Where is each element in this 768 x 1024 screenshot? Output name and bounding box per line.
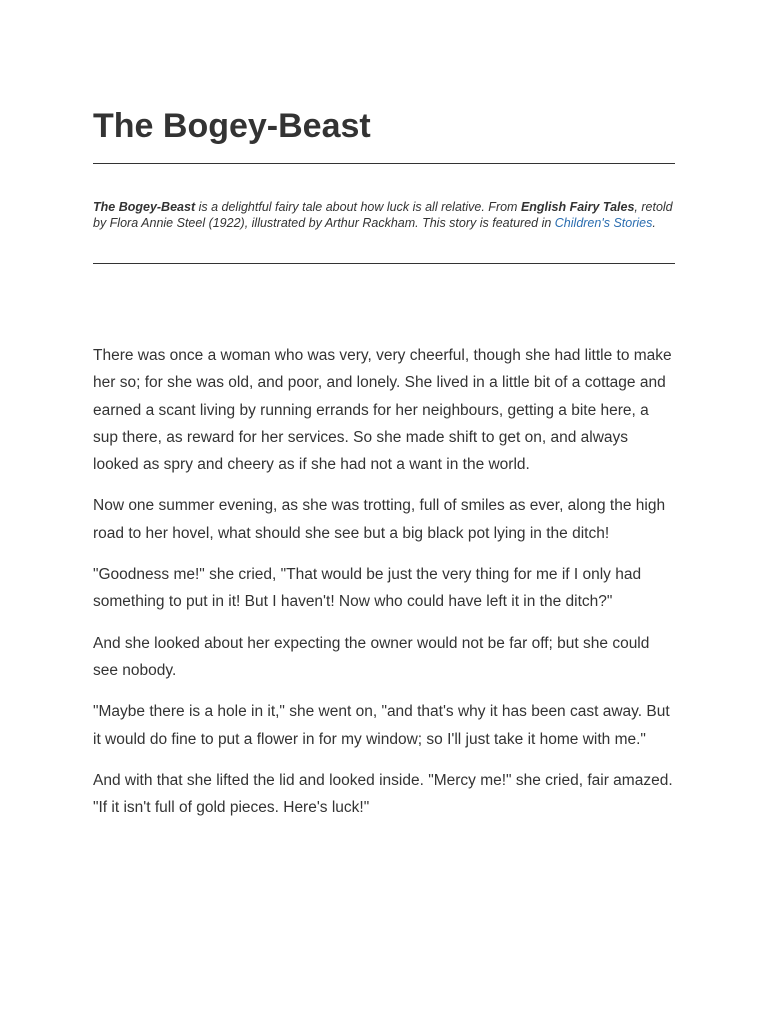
story-paragraph: "Goodness me!" she cried, "That would be just the very thing for me if I only had something to put in it! But I haven't! Now who could have left it in the ditch?" (93, 566, 642, 611)
intro-text-3: . (652, 215, 656, 230)
childrens-stories-link[interactable]: Children's Stories (554, 215, 653, 230)
story-intro (93, 200, 675, 231)
intro-text-1: is a delightful fairy tale about how luck is all relative. From (195, 200, 521, 214)
story-paragraph: And with that she lifted the lid and looked inside. "Mercy me!" she cried, fair amazed. "If it isn't full of gold pieces. Here's luck!" (93, 771, 673, 817)
title-divider (93, 163, 675, 164)
page-title: The Bogey-Beast (93, 107, 371, 145)
story-body (93, 342, 675, 835)
story-paragraph: Now one summer evening, as she was trotting, full of smiles as ever, along the high road to her hovel, what should she see but a big black pot lying in the ditch! (93, 497, 666, 542)
intro-story-name: The Bogey-Beast (93, 200, 196, 214)
story-paragraph: And she looked about her expecting the owner would not be far off; but she could see nobody. (93, 634, 650, 679)
story-paragraph: "Maybe there is a hole in it," she went on, "and that's why it has been cast away. But it would do fine to put a flower in for my window; so I'll just take it home with me." (93, 703, 670, 748)
intro-book-name: English Fairy Tales (520, 200, 635, 214)
intro-divider (93, 263, 675, 264)
intro-text-2: , retold by Flora Annie Steel (1922), illustrated by Arthur Rackham. This story is featured in (93, 200, 673, 230)
story-paragraph: There was once a woman who was very, very cheerful, though she had little to make her so; for she was old, and poor, and lonely. She lived in a little bit of a cottage and earned a scant living by running errands for her neighbours, getting a bite here, a sup there, as reward for her services. So she made shift to get on, and always looked as spry and cheery as if she had not a want in the world. (93, 347, 672, 474)
